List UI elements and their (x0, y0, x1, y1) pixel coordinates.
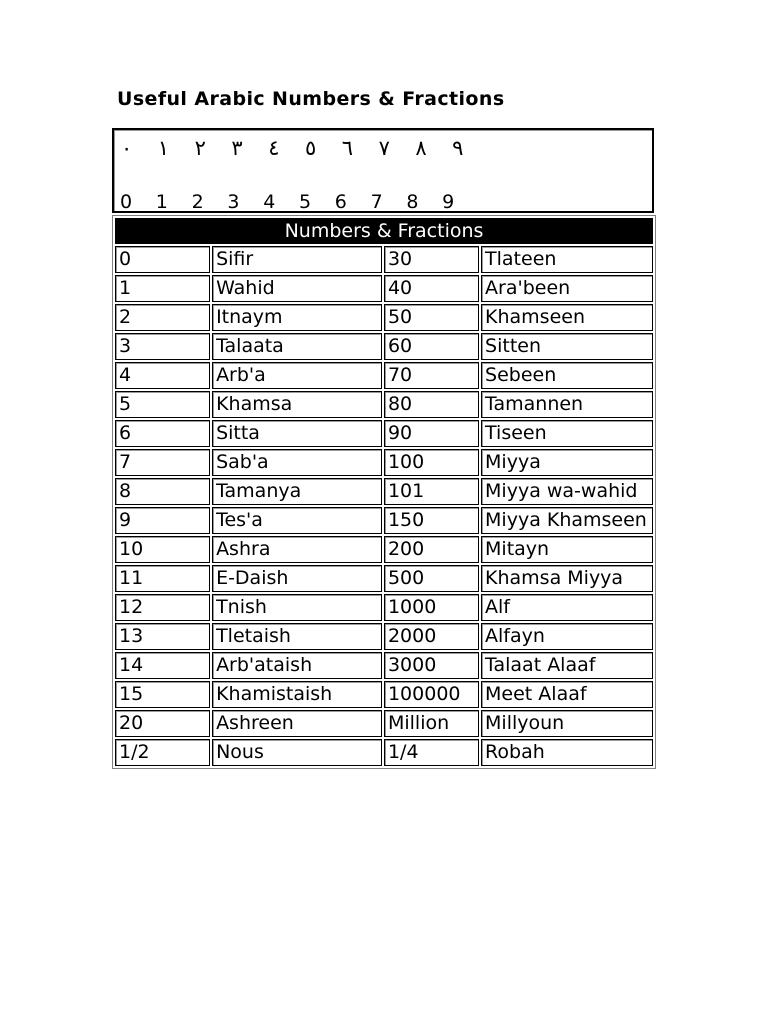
table-header: Numbers & Fractions (115, 218, 653, 244)
number-cell: 3000 (384, 652, 479, 679)
arabic-name-cell: Khamsa Miyya (481, 565, 653, 592)
arabic-name-cell: Ashreen (212, 710, 382, 737)
number-cell: 9 (115, 507, 210, 534)
table-row (115, 333, 653, 360)
number-cell: 4 (115, 362, 210, 389)
number-cell: 8 (115, 478, 210, 505)
arabic-name-cell: Sitta (212, 420, 382, 447)
arabic-name-cell: Talaata (212, 333, 382, 360)
number-cell: 150 (384, 507, 479, 534)
number-cell: 2000 (384, 623, 479, 650)
latin-digit: 4 (263, 191, 276, 213)
arabic-name-cell: Meet Alaaf (481, 681, 653, 708)
latin-digit-row (120, 191, 478, 213)
arabic-name-cell: Ara'been (481, 275, 653, 302)
page-title: Useful Arabic Numbers & Fractions (117, 88, 505, 110)
latin-digit: 7 (370, 191, 383, 213)
table-row (115, 246, 653, 273)
number-cell: 500 (384, 565, 479, 592)
number-cell: 101 (384, 478, 479, 505)
arabic-name-cell: Khamsa (212, 391, 382, 418)
arabic-name-cell: Ashra (212, 536, 382, 563)
number-cell: 5 (115, 391, 210, 418)
number-cell: 50 (384, 304, 479, 331)
arabic-name-cell: Wahid (212, 275, 382, 302)
table-row (115, 304, 653, 331)
arabic-name-cell: Alfayn (481, 623, 653, 650)
arabic-name-cell: Tnish (212, 594, 382, 621)
table-row (115, 536, 653, 563)
number-cell: 1/4 (384, 739, 479, 766)
table-row (115, 420, 653, 447)
table-row (115, 478, 653, 505)
number-cell: 12 (115, 594, 210, 621)
arabic-name-cell: Arb'a (212, 362, 382, 389)
numbers-table (112, 215, 656, 769)
arabic-name-cell: Miyya Khamseen (481, 507, 653, 534)
arabic-name-cell: Tletaish (212, 623, 382, 650)
arabic-name-cell: Tes'a (212, 507, 382, 534)
number-cell: 10 (115, 536, 210, 563)
number-cell: 1000 (384, 594, 479, 621)
arabic-name-cell: Tiseen (481, 420, 653, 447)
number-cell: 1 (115, 275, 210, 302)
arabic-digit: ٧ (378, 136, 390, 160)
arabic-name-cell: Sitten (481, 333, 653, 360)
number-cell: 90 (384, 420, 479, 447)
table-row (115, 449, 653, 476)
arabic-name-cell: Itnaym (212, 304, 382, 331)
table-row (115, 565, 653, 592)
arabic-digit: ٦ (341, 136, 354, 160)
number-cell: 11 (115, 565, 210, 592)
latin-digit: 0 (120, 191, 133, 213)
arabic-name-cell: E-Daish (212, 565, 382, 592)
number-cell: 0 (115, 246, 210, 273)
latin-digit: 3 (227, 191, 240, 213)
arabic-name-cell: Alf (481, 594, 653, 621)
arabic-name-cell: Arb'ataish (212, 652, 382, 679)
arabic-digit: ١ (157, 136, 170, 160)
arabic-name-cell: Tlateen (481, 246, 653, 273)
arabic-name-cell: Khamistaish (212, 681, 382, 708)
arabic-digit: ٢ (194, 136, 206, 160)
number-cell: Million (384, 710, 479, 737)
arabic-digit: ٣ (231, 136, 243, 160)
arabic-name-cell: Talaat Alaaf (481, 652, 653, 679)
table-row (115, 275, 653, 302)
table-row (115, 652, 653, 679)
arabic-name-cell: Sab'a (212, 449, 382, 476)
arabic-name-cell: Khamseen (481, 304, 653, 331)
table-row (115, 594, 653, 621)
number-cell: 2 (115, 304, 210, 331)
arabic-name-cell: Sifir (212, 246, 382, 273)
arabic-name-cell: Miyya (481, 449, 653, 476)
arabic-name-cell: Miyya wa-wahid (481, 478, 653, 505)
table-row (115, 623, 653, 650)
table-row (115, 681, 653, 708)
arabic-name-cell: Tamannen (481, 391, 653, 418)
arabic-digit: ٠ (121, 136, 133, 160)
number-cell: 15 (115, 681, 210, 708)
table-body (115, 246, 653, 766)
number-cell: 20 (115, 710, 210, 737)
number-cell: 30 (384, 246, 479, 273)
arabic-name-cell: Nous (212, 739, 382, 766)
number-cell: 1/2 (115, 739, 210, 766)
number-cell: 200 (384, 536, 479, 563)
latin-digit: 2 (191, 191, 204, 213)
arabic-name-cell: Mitayn (481, 536, 653, 563)
number-cell: 100 (384, 449, 479, 476)
latin-digit: 1 (155, 191, 168, 213)
digits-reference-box (112, 128, 654, 213)
number-cell: 3 (115, 333, 210, 360)
arabic-digit: ٩ (452, 136, 464, 160)
table-row (115, 739, 653, 766)
arabic-digit: ٨ (415, 136, 427, 160)
number-cell: 6 (115, 420, 210, 447)
number-cell: 7 (115, 449, 210, 476)
table-header-row (115, 218, 653, 244)
latin-digit: 9 (442, 191, 455, 213)
arabic-name-cell: Sebeen (481, 362, 653, 389)
number-cell: 13 (115, 623, 210, 650)
latin-digit: 6 (334, 191, 347, 213)
latin-digit: 5 (298, 191, 312, 213)
table-row (115, 391, 653, 418)
number-cell: 100000 (384, 681, 479, 708)
number-cell: 60 (384, 333, 479, 360)
table-row (115, 507, 653, 534)
arabic-name-cell: Robah (481, 739, 653, 766)
number-cell: 14 (115, 652, 210, 679)
arabic-digit-row (120, 136, 488, 160)
table-row (115, 710, 653, 737)
number-cell: 70 (384, 362, 479, 389)
arabic-digit: ٥ (304, 136, 317, 160)
number-cell: 80 (384, 391, 479, 418)
arabic-name-cell: Tamanya (212, 478, 382, 505)
table-row (115, 362, 653, 389)
arabic-name-cell: Millyoun (481, 710, 653, 737)
number-cell: 40 (384, 275, 479, 302)
latin-digit: 8 (406, 191, 419, 213)
arabic-digit: ٤ (268, 136, 280, 160)
